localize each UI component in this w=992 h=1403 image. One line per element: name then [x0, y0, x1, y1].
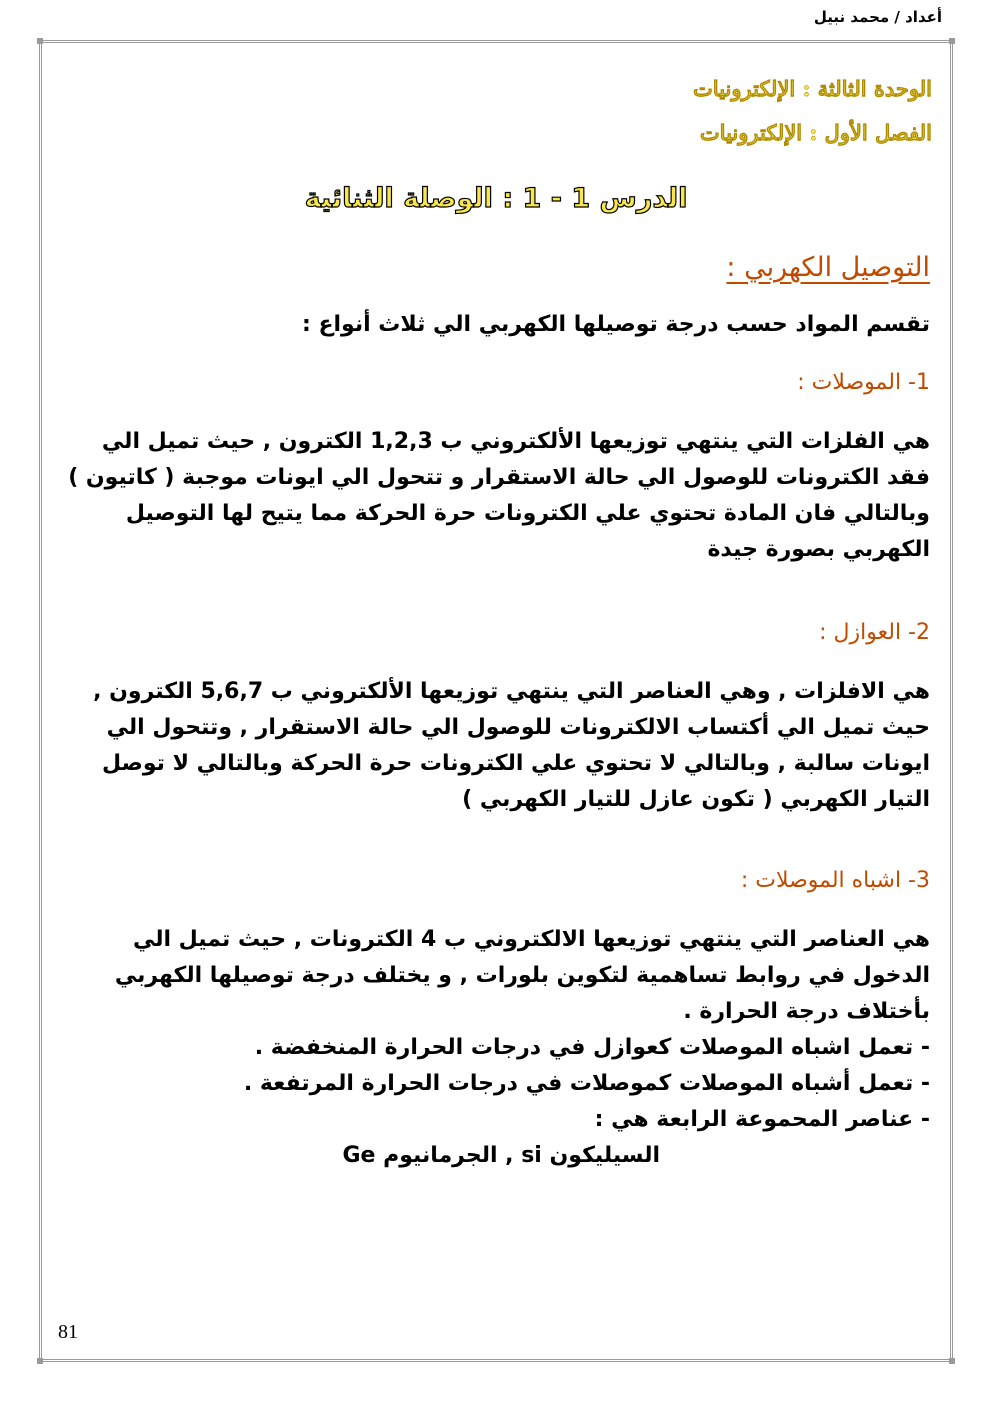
elements-line: السيليكون si , الجرمانيوم Ge [342, 1143, 660, 1168]
author-credit: أعداد / محمد نبيل [813, 8, 942, 26]
page-number: 81 [58, 1321, 78, 1343]
paragraph-line: هي الافلزات , وهي العناصر التي ينتهي توزيعها الألكتروني ب 5,6,7 الكترون , [93, 679, 930, 704]
paragraph-line: هي العناصر التي ينتهي توزيعها الالكتروني ب 4 الكترونات , حيث تميل الي [132, 927, 930, 952]
paragraph-line: ايونات سالبة , وبالتالي لا تحتوي علي الكترونات حرة الحركة وبالتالي لا توصل [101, 751, 930, 776]
chapter-title: الفصل الأول : الإلكترونيات [699, 120, 932, 145]
bullet-line: - تعمل اشباه الموصلات كعوازل في درجات الحرارة المنخفضة . [254, 1035, 930, 1060]
border-corner [37, 38, 43, 44]
paragraph-line: التيار الكهربي ( تكون عازل للتيار الكهربي ) [462, 787, 930, 812]
paragraph-line: حيث تميل الي أكتساب الالكترونات للوصول الي حالة الاستقرار , وتتحول الي [106, 715, 930, 740]
semiconductors-heading: 3- اشباه الموصلات : [740, 868, 930, 893]
unit-title: الوحدة الثالثة : الإلكترونيات [693, 76, 932, 101]
paragraph-line: وبالتالي فان المادة تحتوي علي الكترونات حرة الحركة مما يتيح لها التوصيل [125, 501, 930, 526]
paragraph-line: هي الفلزات التي ينتهي توزيعها الألكتروني ب 1,2,3 الكترون , حيث تميل الي [101, 429, 930, 454]
bullet-line: - تعمل أشباه الموصلات كموصلات في درجات الحرارة المرتفعة . [243, 1071, 930, 1096]
border-corner [949, 38, 955, 44]
paragraph-line: بأختلاف درجة الحرارة . [683, 999, 930, 1024]
paragraph-line: فقد الكترونات للوصول الي حالة الاستقرار و تتحول الي ايونات موجبة ( كاتيون ) [68, 465, 930, 490]
border-corner [949, 1358, 955, 1364]
paragraph-line: الدخول في روابط تساهمية لتكوين بلورات , و يختلف درجة توصيلها الكهربي [114, 963, 930, 988]
section-heading: التوصيل الكهربي : [726, 252, 930, 283]
border-corner [37, 1358, 43, 1364]
bullet-line: - عناصر المحموعة الرابعة هي : [594, 1107, 930, 1132]
section-intro: تقسم المواد حسب درجة توصيلها الكهربي الي ثلاث أنواع : [302, 312, 930, 337]
insulators-heading: 2- العوازل : [819, 620, 930, 645]
lesson-title: الدرس 1 - 1 : الوصلة الثنائية [304, 183, 688, 214]
insulators-paragraph [70, 674, 930, 818]
conductors-heading: 1- الموصلات : [797, 370, 930, 395]
paragraph-line: الكهربي بصورة جيدة [707, 537, 930, 562]
semiconductors-paragraph [70, 922, 930, 1174]
conductors-paragraph [70, 424, 930, 568]
